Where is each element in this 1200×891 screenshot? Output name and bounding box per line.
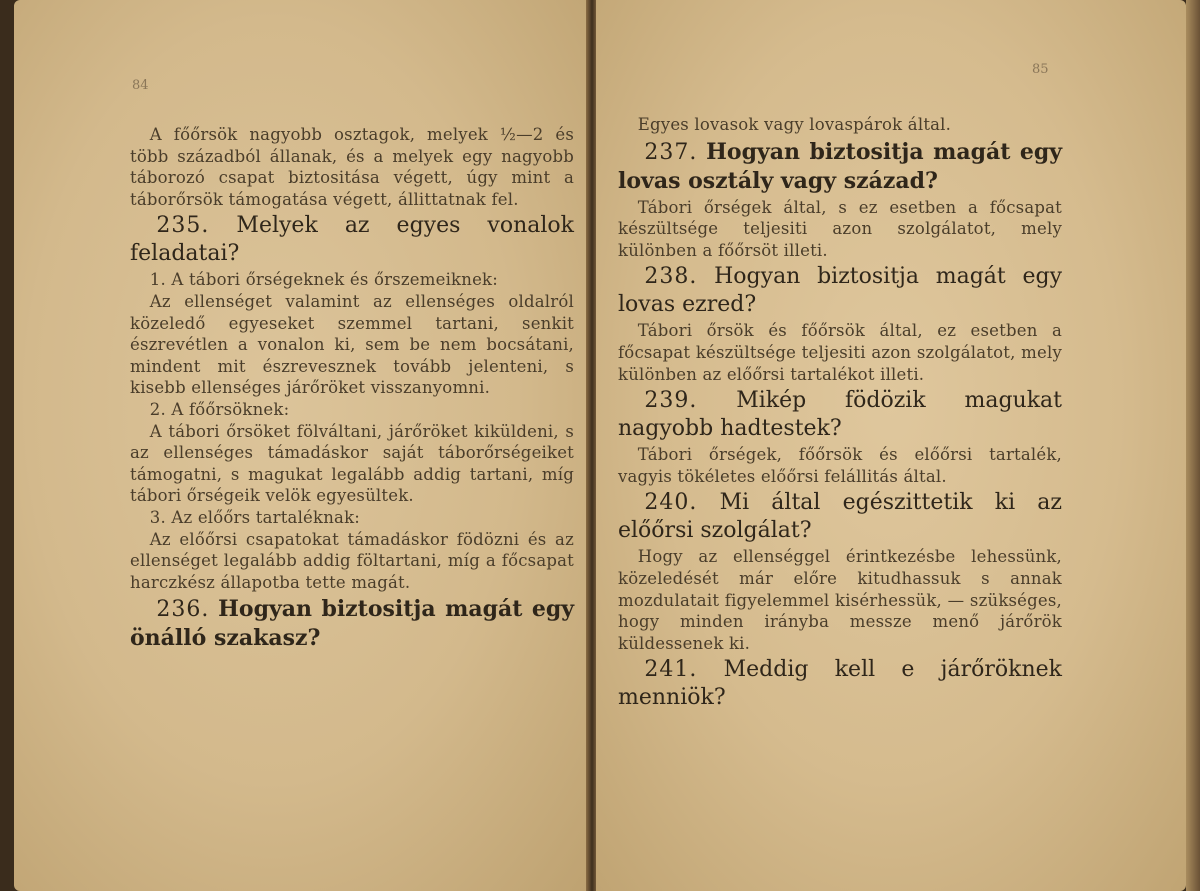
question-text: Melyek az egyes vonalok feladatai? xyxy=(130,213,574,267)
question-239 xyxy=(618,387,1062,443)
question-235 xyxy=(130,212,574,268)
intro-paragraph: A főőrsök nagyobb osztagok, melyek ½—2 és több századból állanak, és a melyek egy nagyobb táborozó csapat biztositása végett, úgy mint a táborőrsök támogatása végett, állittatnak fel. xyxy=(130,125,574,209)
question-237 xyxy=(618,138,1062,196)
question-number: 241. xyxy=(644,657,698,683)
question-number: 236. xyxy=(156,597,210,623)
item-3-text: Az előőrsi csapatokat támadáskor födözni és az ellenséget legalább addig föltartani, míg a főcsapat harczkész állapotba tette magát. xyxy=(130,529,574,592)
item-3-label: 3. Az előőrs tartaléknak: xyxy=(149,507,361,527)
question-text: Hogyan biztositja magát egy önálló szakasz? xyxy=(130,596,574,652)
question-text: Mi által egészittetik ki az előőrsi szolgálat? xyxy=(618,490,1063,544)
right-text-column xyxy=(618,114,1062,713)
question-236 xyxy=(130,595,574,653)
answer-238: Tábori őrsök és főőrsök által, ez esetben a főcsapat készültsége teljesiti azon szolgálatot, mely különben az előőrsi tartalékot illeti. xyxy=(618,321,1062,384)
question-238 xyxy=(618,263,1062,319)
left-text-column xyxy=(130,124,574,654)
question-text: Hogyan biztositja magát egy lovas ezred? xyxy=(618,264,1063,318)
question-241 xyxy=(618,656,1062,712)
question-240 xyxy=(618,489,1062,545)
item-1-label: 1. A tábori őrségeknek és őrszemeiknek: xyxy=(149,270,498,290)
item-2-text: A tábori őrsöket fölváltani, járőröket kiküldeni, s az ellenséges támadáskor saját táborőrségeiket támogatni, s magukat legalább addig tartani, míg tábori őrségeik velök egyesültek. xyxy=(130,421,574,506)
top-line: Egyes lovasok vagy lovaspárok által. xyxy=(637,115,952,134)
left-page xyxy=(14,0,588,891)
right-page xyxy=(596,0,1186,891)
question-number: 239. xyxy=(644,388,698,414)
item-1-text: Az ellenséget valamint az ellenséges oldalról közeledő egyeseket szemmel tartani, senkit észrevétlen a vonalon ki, sem be nem bocsátani, mindent mit észrevesznek tovább jelenteni, s kisebb ellenséges járőröket visszanyomni. xyxy=(130,291,574,398)
answer-237: Tábori őrségek által, s ez esetben a főcsapat készültsége teljesiti azon szolgálatot, mely különben a főőrsöt illeti. xyxy=(618,197,1062,260)
question-number: 237. xyxy=(644,139,698,165)
question-number: 240. xyxy=(644,490,698,516)
answer-240: Hogy az ellenséggel érintkezésbe lehessünk, közeledését már előre kitudhassuk s annak mozdulatait figyelemmel kisérhessük, — szükséges, hogy minden irányba messze menő járőrök küldessenek ki. xyxy=(618,547,1062,653)
answer-239: Tábori őrségek, főőrsök és előőrsi tartalék, vagyis tökéletes előőrsi felállitás által. xyxy=(618,445,1062,486)
question-number: 235. xyxy=(156,213,210,239)
question-text: Hogyan biztositja magát egy lovas osztály vagy század? xyxy=(618,138,1062,194)
question-number: 238. xyxy=(644,264,698,290)
question-text: Mikép födözik magukat nagyobb hadtestek? xyxy=(618,388,1062,442)
page-number-left: 84 xyxy=(132,78,149,93)
page-number-right: 85 xyxy=(1032,62,1049,77)
item-2-label: 2. A főőrsöknek: xyxy=(149,399,290,419)
book-edge xyxy=(1186,0,1200,891)
question-text: Meddig kell e járőröknek menniök? xyxy=(618,657,1062,711)
